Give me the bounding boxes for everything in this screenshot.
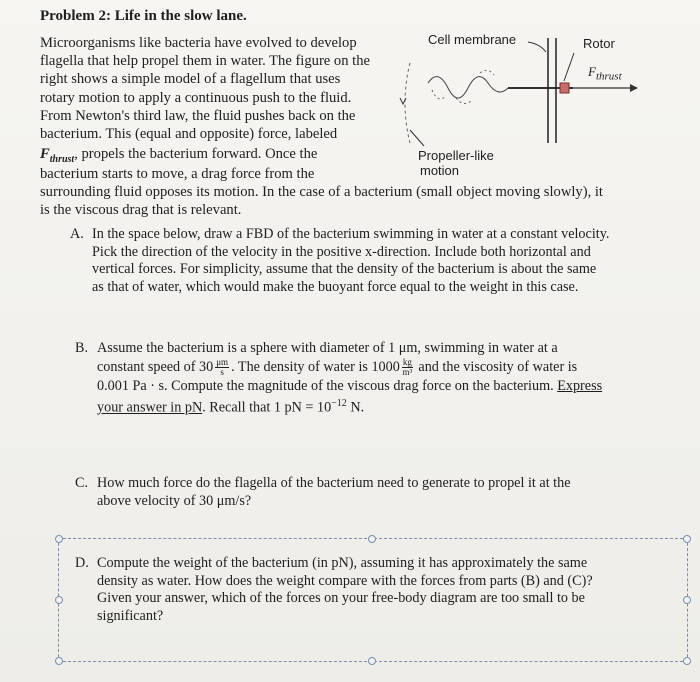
propeller-label-line: motion: [420, 163, 460, 178]
question-line: 0.001 Pa · s. Compute the magnitude of the viscous drag force on the bacterium. Express: [97, 377, 603, 394]
intro-line: flagella that help propel them in water. The figure on the: [40, 53, 371, 70]
intro-line: bacterium starts to move, a drag force from the: [40, 166, 315, 182]
cell-body-outline: [405, 63, 410, 143]
question-line: constant speed of 30 $\frac{\mu m}{s}$ . The density of water is 1000 $\frac{kg}{\text{m³}}$ and the viscosity of water is: [97, 356, 578, 377]
intro-line: Microorganisms like bacteria have evolved to develop: [40, 35, 357, 51]
problem-title: Problem 2: Life in the slow lane.: [40, 8, 247, 24]
question-line: How much force do the flagella of the bacterium need to generate to propel it at the: [97, 475, 571, 491]
resize-handle[interactable]: [368, 657, 376, 665]
question-line: as that of water, which would make the buoyant force equal to the weight in this case.: [92, 278, 579, 295]
intro-line: bacterium. This (equal and opposite) force, labeled: [40, 126, 338, 143]
intro-line: rotary motion to apply a continuous push to the fluid.: [40, 89, 352, 106]
thrust-label-symbol: F: [588, 64, 596, 79]
intro-full-line: surrounding fluid opposes its motion. In the case of a bacterium (small object moving slowly), it: [40, 184, 603, 200]
intro-paragraph: [40, 34, 390, 143]
question-line: density as water. How does the weight compare with the forces from parts (B) and (C)?: [97, 572, 593, 589]
rotor-label: Rotor: [583, 36, 615, 51]
question-line: vertical forces. For simplicity, assume that the density of the bacterium is about the same: [92, 261, 597, 278]
question-line: above velocity of 30 μm/s?: [97, 492, 252, 509]
question-line: Given your answer, which of the forces on your free-body diagram are too small to be: [97, 590, 585, 607]
resize-handle[interactable]: [55, 657, 63, 665]
question-letter: D.: [75, 555, 89, 571]
thrust-label-sub: thrust: [595, 70, 622, 83]
question-line: significant?: [97, 607, 164, 624]
question-line: Pick the direction of the velocity in the positive x-direction. Include both horizontal and: [92, 243, 591, 260]
intro-line: From Newton's third law, the fluid pushes back on the: [40, 107, 356, 124]
question-letter: B.: [75, 340, 89, 356]
intro-full-line: is the viscous drag that is relevant.: [40, 202, 242, 219]
thrust-line-rest: , propels the bacterium forward. Once the: [74, 146, 318, 162]
question-line: In the space below, draw a FBD of the bacterium swimming in water at a constant velocity.: [92, 226, 610, 242]
thrust-symbol: F: [40, 146, 50, 162]
question-letter: C.: [75, 475, 89, 491]
density-unit-fraction: $\frac{kg}{\text{m³}}$: [402, 356, 413, 377]
thrust-label: [588, 64, 622, 83]
resize-handle[interactable]: [683, 596, 691, 604]
question-letter: A.: [70, 226, 84, 242]
resize-handle[interactable]: [368, 535, 376, 543]
resize-handle[interactable]: [55, 596, 63, 604]
propeller-label-line: Propeller-like: [418, 148, 494, 163]
flagellum-wave: [428, 77, 508, 98]
rotor-box: [560, 83, 569, 93]
resize-handle[interactable]: [683, 657, 691, 665]
intro-line: right shows a simple model of a flagellum that uses: [40, 71, 341, 88]
cell-membrane-label: Cell membrane: [428, 32, 517, 47]
resize-handle[interactable]: [55, 535, 63, 543]
thrust-subscript: thrust: [49, 153, 75, 165]
flagellum-figure: [398, 28, 668, 178]
intro-full-paragraph: [40, 183, 660, 219]
speed-unit-fraction: $\frac{\mu m}{s}$: [216, 356, 229, 377]
question-line: your answer in pN. Recall that 1 pN = $10^{-12}$ N.: [97, 398, 365, 416]
question-line: Compute the weight of the bacterium (in pN), assuming it has approximately the same: [97, 555, 588, 571]
question-line: Assume the bacterium is a sphere with diameter of 1 μm, swimming in water at a: [97, 340, 558, 356]
propeller-label: [418, 148, 494, 178]
resize-handle[interactable]: [683, 535, 691, 543]
